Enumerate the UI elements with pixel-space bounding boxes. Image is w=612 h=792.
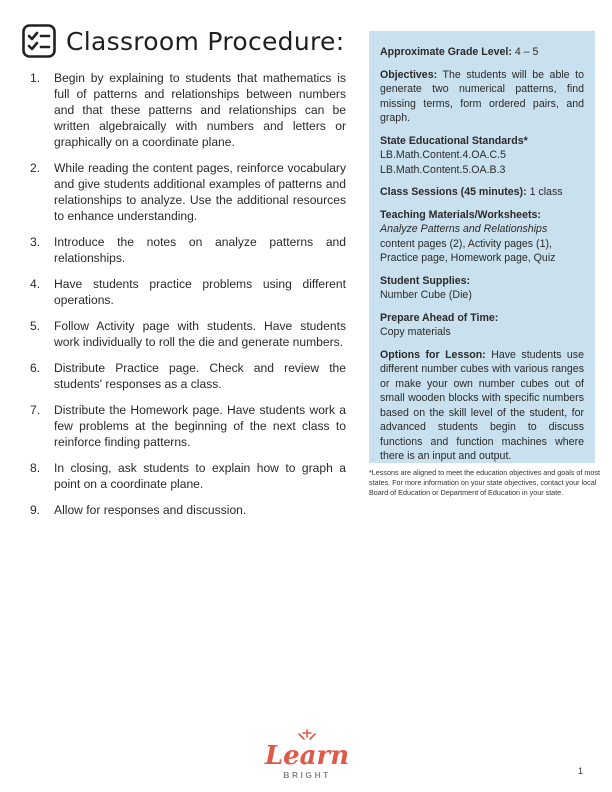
step-number: 9. xyxy=(30,503,41,517)
step-text: Allow for responses and discussion. xyxy=(54,503,247,517)
procedure-step xyxy=(30,160,346,224)
class-sessions-value: 1 class xyxy=(529,186,563,198)
step-number: 5. xyxy=(30,319,41,333)
logo-word: Learn xyxy=(264,741,350,771)
standard-line-2: LB.Math.Content.5.OA.B.3 xyxy=(380,163,506,176)
page-title: Classroom Procedure: xyxy=(66,26,345,56)
standards-footnote: *Lessons are aligned to meet the education objectives and goals of most states. For more information on your state objectives, contact your local Board of Education or Department of Education in your state. xyxy=(369,468,600,497)
teaching-materials-label: Teaching Materials/Worksheets: xyxy=(380,208,541,221)
page-header xyxy=(22,24,344,58)
lesson-options-value: Have students use different number cubes with various ranges or make your own number cubes out of small wooden blocks with specific numbers based on the skill level of the student, for advanced students begin to discuss functions and function machines where there is an input and output. xyxy=(380,348,584,462)
step-text: While reading the content pages, reinforce vocabulary and give students additional examples of patterns and relationships to analyze. Use the additional resources to enhance understanding. xyxy=(54,161,346,223)
step-text: Follow Activity page with students. Have students work individually to roll the die and generate numbers. xyxy=(54,319,346,349)
step-number: 1. xyxy=(30,71,41,85)
procedure-step xyxy=(30,360,346,392)
step-text: Distribute the Homework page. Have students work a few problems at the beginning of the next class to reinforce finding patterns. xyxy=(54,403,346,449)
objectives-label: Objectives: xyxy=(380,68,438,81)
checklist-icon xyxy=(22,24,56,58)
step-number: 3. xyxy=(30,235,41,249)
step-text: Introduce the notes on analyze patterns and relationships. xyxy=(54,235,346,265)
student-supplies-label: Student Supplies: xyxy=(380,274,471,287)
teaching-materials-title: Analyze Patterns and Relationships xyxy=(380,223,548,235)
logo-subtitle: BRIGHT xyxy=(283,770,331,780)
step-text: Distribute Practice page. Check and review the students' responses as a class. xyxy=(54,361,346,391)
page-number: 1 xyxy=(578,766,584,776)
class-sessions xyxy=(380,185,584,200)
step-number: 4. xyxy=(30,277,41,291)
step-number: 2. xyxy=(30,161,41,175)
procedure-step xyxy=(30,460,346,492)
standard-line-1: LB.Math.Content.4.OA.C.5 xyxy=(380,149,507,161)
standards-label: State Educational Standards* xyxy=(380,134,528,147)
procedure-list xyxy=(30,70,346,528)
step-number: 6. xyxy=(30,361,41,375)
lesson-info-panel xyxy=(369,31,595,463)
step-number: 8. xyxy=(30,461,41,475)
grade-level-label: Approximate Grade Level: xyxy=(380,46,512,58)
lesson-options xyxy=(380,348,584,464)
objectives xyxy=(380,68,584,126)
lesson-options-label: Options for Lesson: xyxy=(380,348,486,361)
procedure-step xyxy=(30,70,346,150)
standards xyxy=(380,134,584,178)
learn-bright-logo xyxy=(252,728,362,784)
step-text: Begin by explaining to students that mathematics is full of patterns and relationships between numbers and that these patterns and relationships can be written algebraically with numbers and letters or graphically on a coordinate plane. xyxy=(54,71,346,149)
teaching-materials-value: content pages (2), Activity pages (1), Practice page, Homework page, Quiz xyxy=(380,237,556,264)
step-text: Have students practice problems using different operations. xyxy=(54,277,346,307)
prepare-ahead-value: Copy materials xyxy=(380,326,451,338)
student-supplies-value: Number Cube (Die) xyxy=(380,289,472,301)
prepare-ahead xyxy=(380,311,584,340)
step-number: 7. xyxy=(30,403,41,417)
grade-level-value: 4 – 5 xyxy=(514,46,539,58)
procedure-step xyxy=(30,318,346,350)
procedure-step xyxy=(30,276,346,308)
prepare-ahead-label: Prepare Ahead of Time: xyxy=(380,311,499,324)
procedure-step xyxy=(30,502,346,518)
grade-level xyxy=(380,45,584,60)
procedure-step xyxy=(30,402,346,450)
student-supplies xyxy=(380,274,584,303)
teaching-materials xyxy=(380,208,584,266)
step-text: In closing, ask students to explain how to graph a point on a coordinate plane. xyxy=(54,461,346,491)
procedure-step xyxy=(30,234,346,266)
objectives-value: The students will be able to generate two numerical patterns, find missing terms, form ordered pairs, and graph. xyxy=(380,68,584,124)
class-sessions-label: Class Sessions (45 minutes): xyxy=(380,186,527,198)
